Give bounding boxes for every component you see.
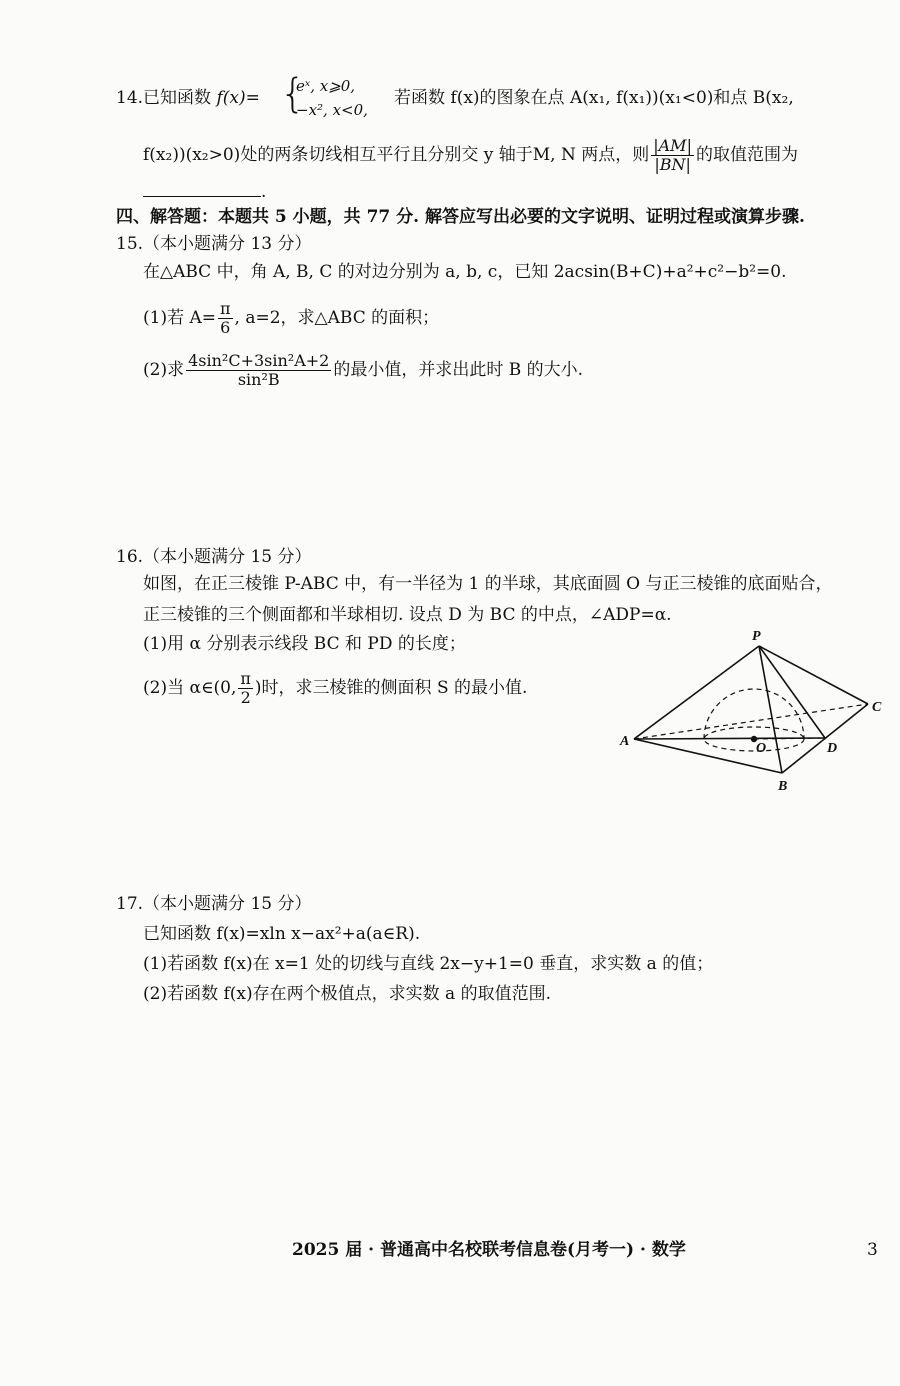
edge-PC	[759, 646, 868, 704]
label-A: A	[620, 734, 630, 749]
q16-p2-pre: (2)当 α∈(0,	[143, 678, 237, 698]
edge-PA	[634, 646, 759, 739]
q14-text1: 若函数 f(x)的图象在点 A(x₁, f(x₁))(x₁<0)和点 B(x₂,	[394, 88, 794, 108]
q15-p2-pre: (2)求	[143, 360, 185, 380]
pyramid-figure	[612, 626, 892, 796]
q16-p2-post: )时，求三棱锥的侧面积 S 的最小值.	[254, 678, 528, 698]
q15-p1-pre: (1)若 A=	[143, 308, 217, 328]
q15-title: 15.（本小题满分 13 分）	[116, 234, 312, 254]
section4-heading: 四、解答题：本题共 5 小题，共 77 分. 解答应写出必要的文字说明、证明过程或演算步骤.	[116, 207, 805, 227]
hemisphere-outline	[704, 689, 804, 739]
q17-part2: (2)若函数 f(x)存在两个极值点，求实数 a 的取值范围.	[143, 984, 551, 1004]
q14-text2a: f(x₂))(x₂>0)处的两条切线相互平行且分别交 y 轴于M, N 两点，则	[143, 145, 650, 165]
q14-ratio-fraction	[651, 137, 694, 174]
q15-part2	[143, 352, 583, 389]
label-O: O	[756, 741, 767, 756]
q16-p2-fraction	[238, 670, 253, 707]
q15-p1-post: , a=2，求△ABC 的面积；	[234, 308, 440, 328]
q14-line1	[116, 86, 260, 110]
q16-stem2: 正三棱锥的三个侧面都和半球相切. 设点 D 为 BC 的中点，∠ADP=α.	[143, 605, 672, 625]
q17-title: 17.（本小题满分 15 分）	[116, 894, 312, 914]
q15-part1	[143, 300, 439, 337]
q14-answer-blank	[143, 196, 261, 197]
edge-AC-hidden	[634, 704, 868, 739]
q14-number: 14.	[116, 88, 144, 108]
label-B: B	[778, 779, 788, 794]
q17-part1: (1)若函数 f(x)在 x=1 处的切线与直线 2x−y+1=0 垂直，求实数 a 的值；	[143, 954, 714, 974]
q14-answer-line	[143, 180, 266, 204]
q15-p2-post: 的最小值，并求出此时 B 的大小.	[333, 360, 584, 380]
q16-title: 16.（本小题满分 15 分）	[116, 547, 312, 567]
q14-text2b: 的取值范围为	[695, 145, 798, 165]
label-P: P	[752, 629, 761, 644]
q14-ratio-num: |AM|	[653, 136, 692, 155]
q15-p1-num: π	[220, 299, 231, 318]
q15-p1-den: 6	[220, 318, 231, 337]
q14-line2	[143, 137, 798, 174]
page-number: 3	[867, 1240, 878, 1260]
q16-p2-den: 2	[240, 688, 251, 707]
q14-brace: {	[280, 71, 306, 117]
edge-PD	[759, 646, 825, 738]
q15-stem: 在△ABC 中，角 A, B, C 的对边分别为 a, b, c，已知 2acsin(B+C)+a²+c²−b²=0.	[143, 262, 787, 282]
q15-p2-num: 4sin²C+3sin²A+2	[188, 351, 330, 370]
q14-func-lhs: f(x)=	[216, 88, 260, 108]
q16-part1: (1)用 α 分别表示线段 BC 和 PD 的长度；	[143, 634, 466, 654]
label-C: C	[872, 700, 882, 715]
q14-end: .	[261, 182, 267, 202]
q17-stem: 已知函数 f(x)=xln x−ax²+a(a∈R).	[143, 924, 421, 944]
q14-pre: 已知函数	[143, 88, 212, 108]
q14-piece1: eˣ, x⩾0,	[296, 77, 356, 95]
q15-p2-den: sin²B	[237, 370, 280, 389]
q16-p2-num: π	[240, 669, 251, 688]
q16-part2	[143, 670, 527, 707]
q14-piece2: −x², x<0,	[296, 101, 368, 119]
segment-AD	[634, 738, 825, 739]
label-D: D	[827, 741, 838, 756]
q14-ratio-den: |BN|	[654, 155, 691, 174]
q16-stem1: 如图，在正三棱锥 P-ABC 中，有一半径为 1 的半球，其底面圆 O 与正三棱锥的底面贴合，	[143, 574, 833, 594]
q15-p2-fraction	[186, 352, 331, 389]
footer-title: 2025 届 · 普通高中名校联考信息卷(月考一) · 数学	[292, 1240, 686, 1260]
q15-p1-fraction	[218, 300, 233, 337]
